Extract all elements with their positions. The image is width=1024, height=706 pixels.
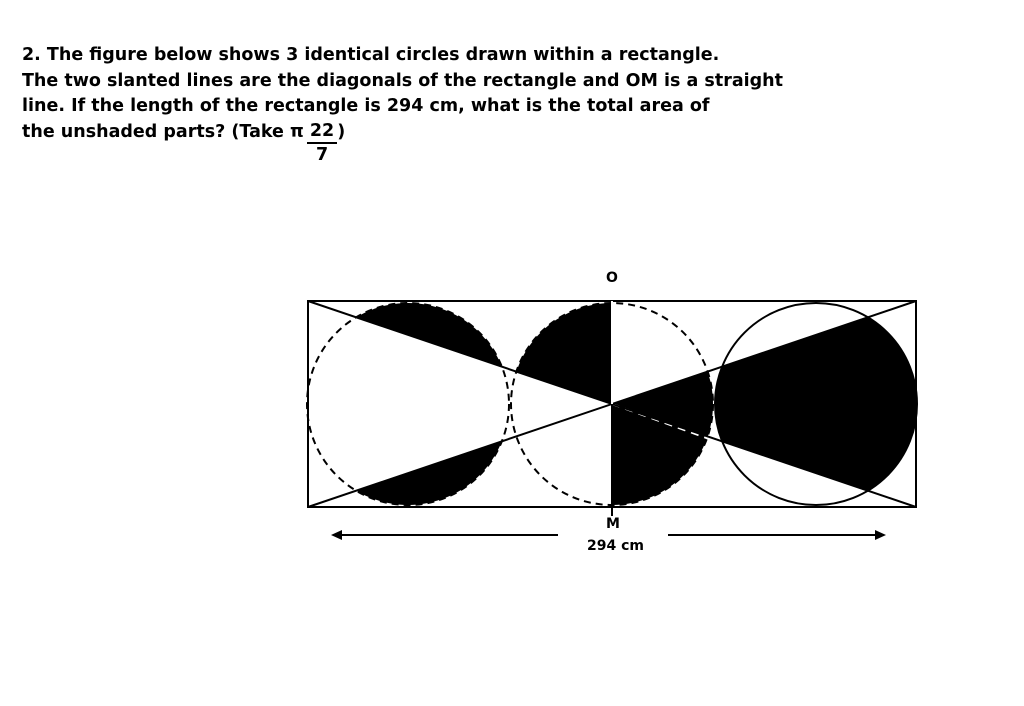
- question-line-4-close: ): [337, 121, 346, 142]
- question-line-1: 2. The figure below shows 3 identical circles drawn within a rectangle.: [22, 45, 720, 65]
- question-line-2: The two slanted lines are the diagonals of the rectangle and OM is a straight: [22, 70, 783, 91]
- question-line-4-text: the unshaded parts? (Take π: [22, 121, 304, 142]
- length-label: 294 cm: [587, 538, 644, 554]
- arrowhead-right: [875, 530, 886, 540]
- label-o: O: [606, 270, 618, 286]
- pi-numerator: 22: [307, 120, 337, 144]
- question-line-3: line. If the length of the rectangle is 294 cm, what is the total area of: [22, 96, 710, 116]
- arrowhead-left: [331, 530, 342, 540]
- pi-denominator: 7: [315, 144, 329, 165]
- label-m: M: [606, 516, 620, 532]
